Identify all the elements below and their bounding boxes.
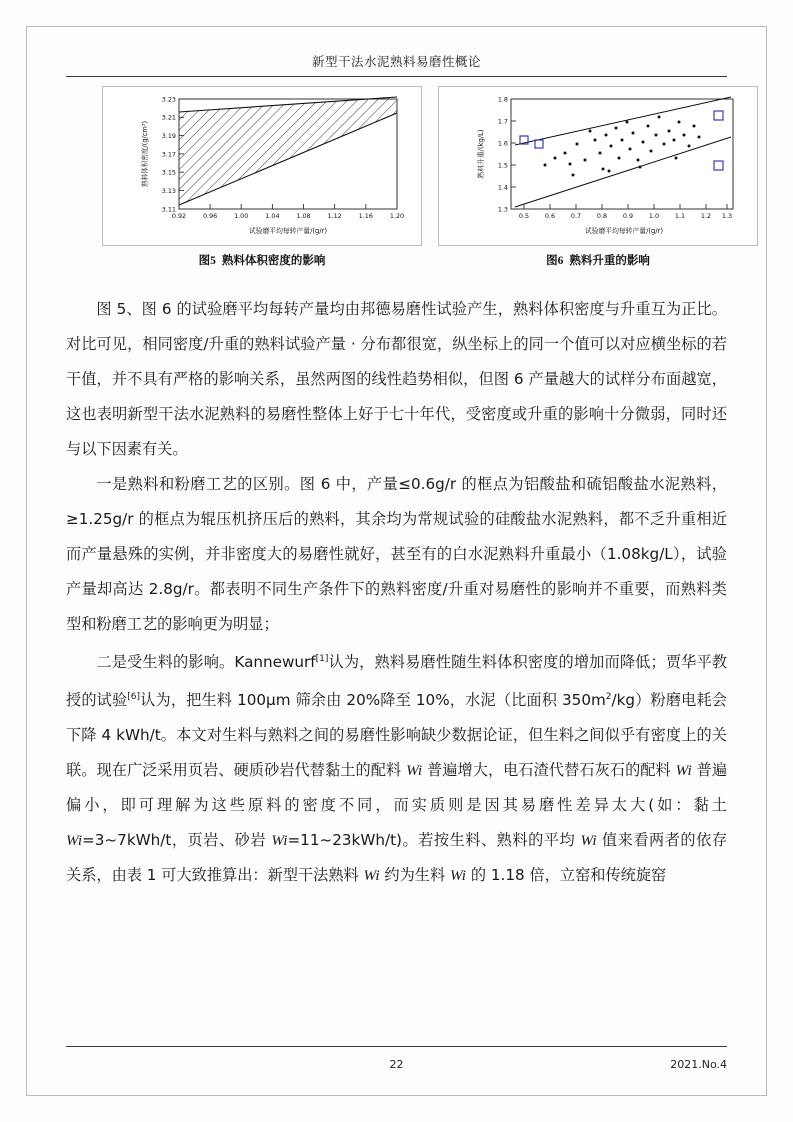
svg-text:1.8: 1.8 <box>497 95 508 104</box>
paragraph-1: 图 5、图 6 的试验磨平均每转产量均由邦德易磨性试验产生，熟料体积密度与升重互为正比。对比可见，相同密度/升重的熟料试验产量 · 分布都很宽，纵坐标上的同一个值可以对应横坐标的若干值，并不具有严格的影响关系，虽然两图的线性趋势相似，但图 6 产量越大的试样分布面越宽，这也表明新型干法水泥熟料的易磨性整体上好于七十年代，受密度或升重的影响十分微弱，同时还与以下因素有关。 <box>66 300 727 458</box>
svg-text:3.19: 3.19 <box>161 132 176 140</box>
svg-text:0.8: 0.8 <box>596 212 608 220</box>
svg-text:试验磨平均每转产量/(g/r): 试验磨平均每转产量/(g/r) <box>248 227 328 235</box>
svg-text:0.9: 0.9 <box>622 212 634 220</box>
figure-6-plot <box>439 87 757 245</box>
footer-divider <box>66 1046 727 1047</box>
figure-5 <box>102 86 422 246</box>
svg-text:1.0: 1.0 <box>648 212 660 220</box>
svg-text:熟料体积密度/(g/cm³): 熟料体积密度/(g/cm³) <box>141 120 149 188</box>
svg-text:0.96: 0.96 <box>202 212 218 220</box>
page-header-title: 新型干法水泥熟料易磨性概论 <box>311 54 481 69</box>
svg-text:0.5: 0.5 <box>518 212 530 220</box>
svg-text:0.92: 0.92 <box>171 212 187 220</box>
svg-text:1.2: 1.2 <box>700 212 712 220</box>
svg-text:1.1: 1.1 <box>674 212 686 220</box>
svg-text:1.12: 1.12 <box>327 212 342 220</box>
svg-text:1.3: 1.3 <box>721 212 733 220</box>
figure-6-caption <box>438 252 758 268</box>
svg-text:3.23: 3.23 <box>161 95 176 104</box>
issue-label: 2021.No.4 <box>670 1058 727 1071</box>
svg-text:1.4: 1.4 <box>497 183 508 192</box>
figure-5-caption-number: 图5 <box>198 255 216 267</box>
svg-text:1.00: 1.00 <box>234 212 249 220</box>
svg-text:1.04: 1.04 <box>265 212 280 220</box>
svg-text:3.17: 3.17 <box>161 150 176 159</box>
svg-text:1.20: 1.20 <box>389 212 405 220</box>
svg-text:熟料升重/(kg/L): 熟料升重/(kg/L) <box>477 129 485 179</box>
svg-text:1.7: 1.7 <box>497 117 508 126</box>
figure-6 <box>438 86 758 246</box>
paragraph-2: 一是熟料和粉磨工艺的区别。图 6 中，产量≤0.6g/r 的框点为铝酸盐和硫铝酸盐水泥熟料，≥1.25g/r 的框点为辊压机挤压后的熟料，其余均为常规试验的硅酸盐水泥熟料，都不乏升重相近而产量悬殊的实例，并非密度大的易磨性就好，甚至有的白水泥熟料升重最小（1.08kg/L），试验产量却高达 2.8g/r。都表明不同生产条件下的熟料密度/升重对易磨性的影响并不重要，而熟料类型和粉磨工艺的影响更为明显； <box>66 475 727 633</box>
header-divider <box>66 76 727 77</box>
svg-text:3.11: 3.11 <box>161 205 176 214</box>
svg-text:0.7: 0.7 <box>570 212 582 220</box>
svg-text:1.5: 1.5 <box>497 161 508 170</box>
paragraph-3: 二是受生料的影响。Kannewurf[1]认为，熟料易磨性随生料体积密度的增加而降低；贾华平教授的试验[6]认为，把生料 100μm 筛余由 20%降至 10%，水泥（比面积 $350m^2/kg$）粉磨电耗会下降 4 kWh/t。本文对生料与熟料之间的易磨性影响缺少数据论证，但生料之间似乎有密度上的关联。现在广泛采用页岩、硬质砂岩代替黏土的配料 Wi 普遍增大，电石渣代替石灰石的配料 Wi 普遍偏小，即可理解为这些原料的密度不同，而实质则是因其易磨性差异太大(如：黏土 Wi=3~7kWh/t，页岩、砂岩 Wi=11~23kWh/t)。若按生料、熟料的平均 Wi 值来看两者的依存关系，由表 1 可大致推算出：新型干法熟料 Wi 约为生料 Wi 的 1.18 倍，立窑和传统旋窑 <box>66 653 728 885</box>
body-text <box>66 292 727 893</box>
svg-text:试验磨平均每转产量/(g/r): 试验磨平均每转产量/(g/r) <box>584 227 664 235</box>
svg-text:1.6: 1.6 <box>497 139 508 148</box>
figure-6-caption-number: 图6 <box>546 255 564 267</box>
svg-text:0.6: 0.6 <box>544 212 556 220</box>
figure-5-caption-text: 熟料体积密度的影响 <box>221 253 326 267</box>
svg-text:1.16: 1.16 <box>358 212 373 220</box>
svg-text:1.3: 1.3 <box>497 205 508 214</box>
figure-row <box>66 86 733 278</box>
svg-text:3.21: 3.21 <box>161 113 176 122</box>
svg-text:3.13: 3.13 <box>161 186 176 195</box>
svg-text:3.15: 3.15 <box>161 168 176 177</box>
svg-text:1.08: 1.08 <box>296 212 311 220</box>
figure-6-caption-text: 熟料升重的影响 <box>569 253 650 267</box>
figure-5-plot <box>103 87 421 245</box>
figure-5-caption <box>102 252 422 268</box>
page-number: 22 <box>389 1058 404 1071</box>
